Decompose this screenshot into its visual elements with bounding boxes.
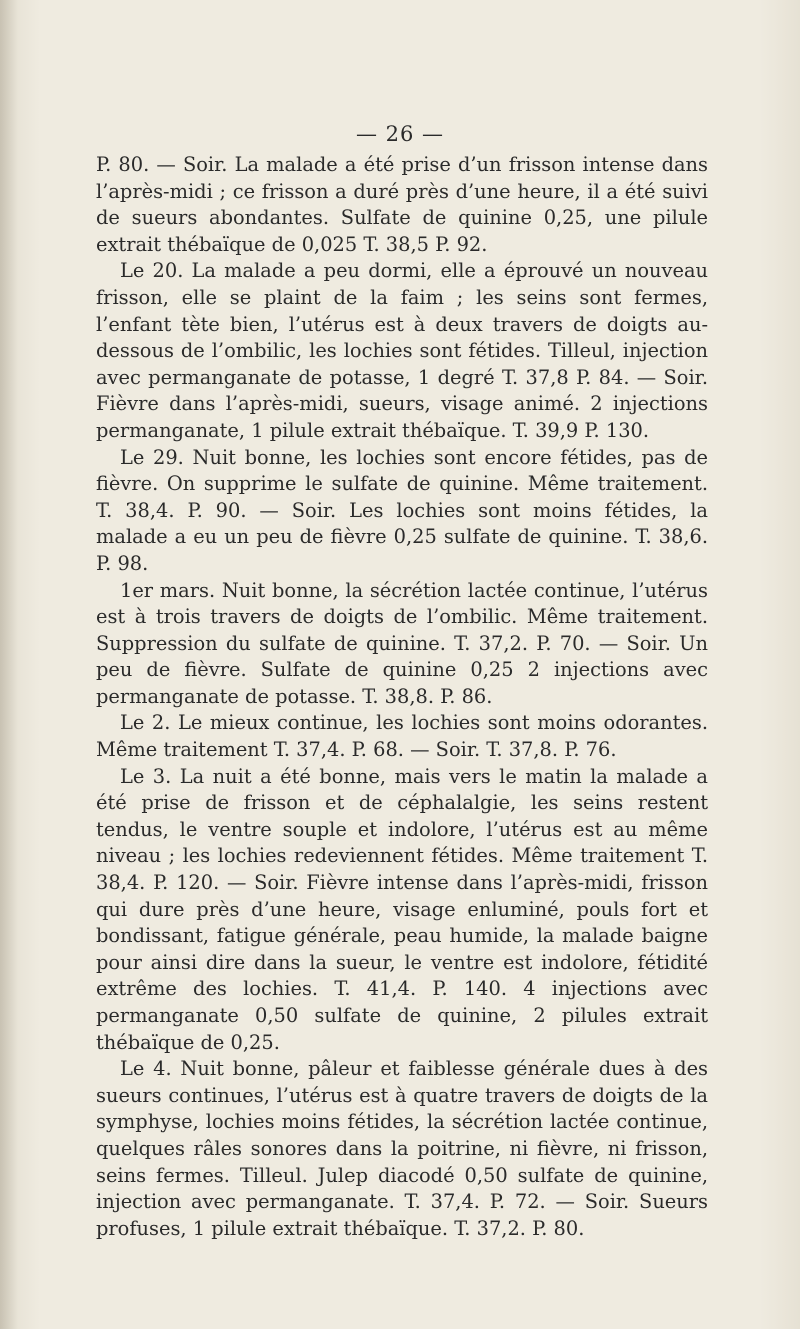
paragraph-le-4: Le 4. Nuit bonne, pâleur et faiblesse générale dues à des sueurs continues, l’utérus est à quatre travers de doigts de la symphyse, lochies moins fétides, la sécrétion lactée continue, quelques râles sonores dans la poitrine, ni fièvre, ni frisson, seins fermes. Tilleul. Julep diacodé 0,50 sulfate de quinine, injection avec permanganate. T. 37,4. P. 72. — Soir. Sueurs profuses, 1 pilule extrait thébaïque. T. 37,2. P. 80.	[96, 1057, 708, 1240]
paragraph-le-29: Le 29. Nuit bonne, les lochies sont encore fétides, pas de fièvre. On supprime le sulfate de quinine. Même traitement. T. 38,4. P. 90. — Soir. Les lochies sont moins fétides, la malade a eu un peu de fièvre 0,25 sulfate de quinine. T. 38,6. P. 98.	[96, 445, 708, 575]
body-text	[96, 152, 708, 1242]
paragraph-le-3: Le 3. La nuit a été bonne, mais vers le matin la malade a été prise de frisson et de céphalalgie, les seins restent tendus, le ventre souple et indolore, l’utérus est au même niveau ; les lochies redeviennent fétides. Même traitement T. 38,4. P. 120. — Soir. Fièvre intense dans l’après-midi, frisson qui dure près d’une heure, visage enluminé, pouls fort et bondissant, fatigue générale, peau humide, la malade baigne pour ainsi dire dans la sueur, le ventre est indolore, fétidité extrême des lochies. T. 41,4. P. 140. 4 injections avec permanganate 0,50 sulfate de quinine, 2 pilules extrait thébaïque de 0,25.	[96, 764, 708, 1054]
paragraph-p80: P. 80. — Soir. La malade a été prise d’un frisson intense dans l’après-midi ; ce frisson a duré près d’une heure, il a été suivi de sueurs abondantes. Sulfate de quinine 0,25, une pilule extrait thébaïque de 0,025 T. 38,5 P. 92.	[96, 153, 708, 256]
paragraph-le-2: Le 2. Le mieux continue, les lochies sont moins odorantes. Même traitement T. 37,4. P. 68. — Soir. T. 37,8. P. 76.	[96, 711, 708, 762]
paragraph-1er-mars: 1er mars. Nuit bonne, la sécrétion lactée continue, l’utérus est à trois travers de doigts de l’ombilic. Même traitement. Suppression du sulfate de quinine. T. 37,2. P. 70. — Soir. Un peu de fièvre. Sulfate de quinine 0,25 2 injections avec permanganate de potasse. T. 38,8. P. 86.	[96, 578, 708, 708]
gutter-shadow	[0, 0, 18, 1329]
paragraph-le-20: Le 20. La malade a peu dormi, elle a éprouvé un nouveau frisson, elle se plaint de la faim ; les seins sont fermes, l’enfant tète bien, l’utérus est à deux travers de doigts au-dessous de l’ombilic, les lochies sont fétides. Tilleul, injection avec permanganate de potasse, 1 degré T. 37,8 P. 84. — Soir. Fièvre dans l’après-midi, sueurs, visage animé. 2 injections permanganate, 1 pilule extrait thébaïque. T. 39,9 P. 130.	[96, 259, 708, 442]
page-number: — 26 —	[355, 122, 445, 146]
